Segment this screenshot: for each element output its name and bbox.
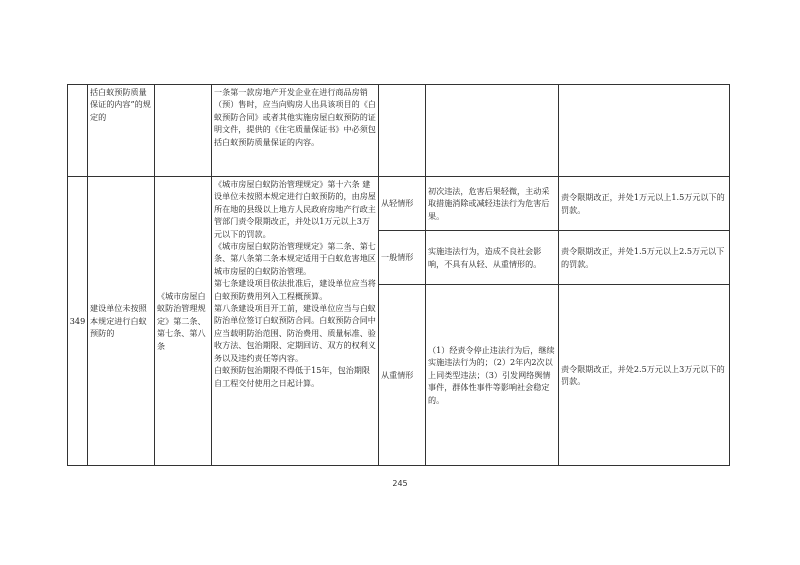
circumstance-cell — [379, 85, 426, 177]
row-number-cell — [68, 85, 88, 177]
illegal-behavior-cell: 建设单位未按照本规定进行白蚁预防的 — [88, 177, 155, 466]
criteria-cell — [426, 85, 559, 177]
legal-provisions-cell: 《城市房屋白蚁防治管理规定》第十六条 建设单位未按照本规定进行白蚁预防的，由房屋所在地的县级以上地方人民政府房地产行政主管部门责令限期改正，并处以1万元以上3万元以下的罚款。 《城市房屋白蚁防治管理规定》第二条、第七条、第八条第二条本规定适用于白蚁危害地区城市房屋的白蚁防治管理。 第七条建设项目依法批准后，建设单位应当将白蚁预防费用列入工程概预算。 第八条建设项目开工前，建设单位应当与白蚁防治单位签订白蚁预防合同。白蚁预防合同中应当载明防治范围、防治费用、质量标准、验收方法、包治期限、定期回访、双方的权利义务以及违约责任等内容。 白蚁预防包治期限不得低于15年，包治期限自工程交付使用之日起计算。 — [212, 177, 379, 466]
criteria-cell: 实施违法行为，造成不良社会影响，不具有从轻、从重情形的。 — [426, 231, 559, 285]
page-number: 245 — [392, 479, 408, 488]
criteria-cell: （1）经责令停止违法行为后，继续实施违法行为的；（2）2年内2次以上同类型违法；（3）引发网络舆情事件，群体性事件等影响社会稳定的。 — [426, 285, 559, 466]
circumstance-cell: 从轻情形 — [379, 177, 426, 231]
penalty-standards-table — [67, 84, 730, 466]
penalty-cell: 责令限期改正，并处1万元以上1.5万元以下的罚款。 — [559, 177, 730, 231]
criteria-cell: 初次违法，危害后果轻微，主动采取措施消除或减轻违法行为危害后果。 — [426, 177, 559, 231]
legal-provisions-cell: 一条第一款房地产开发企业在进行商品房销（预）售时，应当向购房人出具该项目的《白蚁预防合同》或者其他实施房屋白蚁预防的证明文件，提供的《住宅质量保证书》中必须包括白蚁预防质量保证的内容。 — [212, 85, 379, 177]
penalty-cell: 责令限期改正，并处2.5万元以上3万元以下的罚款。 — [559, 285, 730, 466]
row-number-cell: 349 — [68, 177, 88, 466]
penalty-cell — [559, 85, 730, 177]
legal-basis-cell — [155, 85, 212, 177]
table-row — [68, 85, 730, 177]
illegal-behavior-cell: 括白蚁预防质量保证的内容”的规定的 — [88, 85, 155, 177]
circumstance-cell: 一般情形 — [379, 231, 426, 285]
circumstance-cell: 从重情形 — [379, 285, 426, 466]
legal-basis-cell: 《城市房屋白蚁防治管理规定》第二条、第七条、第八条 — [155, 177, 212, 466]
table-row — [68, 177, 730, 231]
penalty-cell: 责令限期改正，并处1.5万元以上2.5万元以下的罚款。 — [559, 231, 730, 285]
